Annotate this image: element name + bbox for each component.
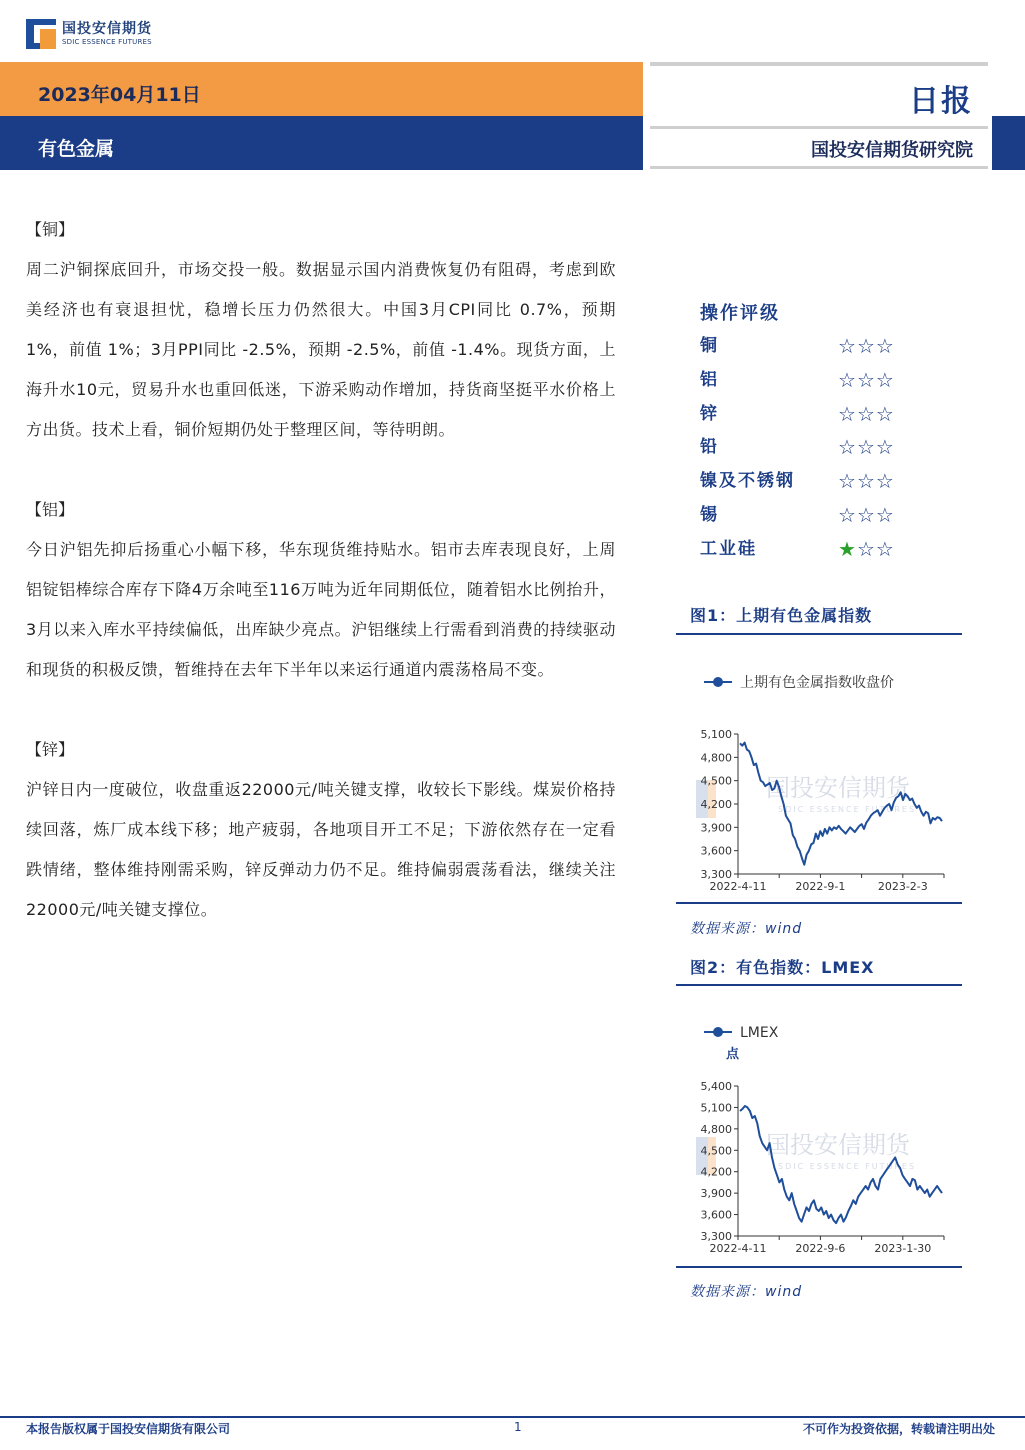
rating-row	[700, 330, 970, 364]
logo-mark-icon	[26, 19, 56, 49]
rating-stars	[838, 533, 895, 567]
watermark-text: 国投安信期货	[766, 1131, 910, 1159]
rating-title: 操作评级	[700, 303, 780, 324]
rating-name: 工业硅	[700, 538, 757, 559]
divider	[650, 126, 988, 129]
watermark-text: 国投安信期货	[766, 774, 910, 802]
rating-row	[700, 431, 970, 465]
rating-row	[700, 364, 970, 398]
star-outline-icon: ☆	[875, 401, 895, 426]
corner-band	[992, 116, 1025, 170]
rating-stars	[838, 465, 895, 499]
x-tick-label: 2022-9-1	[795, 880, 846, 893]
rating-name: 锌	[700, 403, 719, 424]
logo-en: SDIC ESSENCE FUTURES	[62, 38, 152, 46]
page-number: 1	[514, 1420, 522, 1434]
figure-1-title: 图1：上期有色金属指数	[690, 606, 873, 625]
star-outline-icon: ☆	[838, 435, 857, 460]
footer-divider	[0, 1416, 1025, 1418]
legend-label: LMEX	[740, 1025, 779, 1041]
star-outline-icon: ☆	[856, 536, 876, 561]
x-tick-label: 2022-4-11	[709, 880, 767, 893]
y-tick-label: 3,900	[700, 1187, 732, 1201]
y-tick-label: 4,500	[700, 1144, 732, 1158]
figure-1-source: 数据来源：wind	[690, 921, 803, 937]
rating-name: 铅	[700, 437, 719, 458]
rating-name: 铝	[700, 369, 719, 390]
chart-lmex	[676, 1012, 962, 1264]
commentary-column	[26, 210, 616, 970]
section-text-zinc: 沪锌日内一度破位，收盘重返22000元/吨关键支撑，收较长下影线。煤炭价格持续回落，炼厂成本线下移；地产疲弱，各地项目开工不足；下游依然存在一定看跌情绪，整体维持刚需采购，锌反弹动力仍不足。维持偏弱震荡看法，继续关注22000元/吨关键支撑位。	[26, 780, 616, 919]
rating-name: 镍及不锈钢	[700, 471, 795, 492]
y-tick-label: 3,900	[700, 821, 732, 835]
footer-disclaimer: 不可作为投资依据，转载请注明出处	[802, 1422, 995, 1436]
report-type: 日报	[909, 84, 973, 119]
watermark-text: SDIC ESSENCE FUTURES	[778, 1162, 917, 1171]
y-tick-label: 3,600	[700, 844, 732, 858]
section-title-copper: 【铜】	[26, 220, 75, 239]
y-tick-label: 3,600	[700, 1208, 732, 1222]
y-tick-label: 5,100	[700, 1101, 732, 1115]
star-outline-icon: ☆	[838, 502, 857, 527]
series-line	[740, 743, 942, 865]
y-tick-label: 4,500	[700, 774, 732, 788]
y-tick-label: 3,300	[700, 1230, 732, 1243]
divider	[676, 902, 962, 904]
y-tick-label: 4,200	[700, 798, 732, 811]
divider	[676, 1266, 962, 1268]
x-tick-label: 2023-2-3	[877, 880, 928, 893]
figure-2-title: 图2：有色指数：LMEX	[690, 958, 875, 977]
star-outline-icon: ☆	[856, 469, 876, 494]
logo-cn: 国投安信期货	[62, 21, 152, 37]
star-outline-icon: ☆	[875, 536, 895, 561]
star-outline-icon: ☆	[856, 435, 876, 460]
section-text-aluminum: 今日沪铝先抑后扬重心小幅下移，华东现货维持贴水。铝市去库表现良好，上周铝锭铝棒综合库存下降4万余吨至116万吨为近年同期低位，随着铝水比例抬升，3月以来入库水平持续偏低，出库缺少亮点。沪铝继续上行需看到消费的持续驱动和现货的积极反馈，暂维持在去年下半年以来运行通道内震荡格局不变。	[26, 540, 616, 679]
rating-row	[700, 465, 970, 499]
legend-label: 上期有色金属指数收盘价	[740, 675, 894, 691]
section-text-copper: 周二沪铜探底回升，市场交投一般。数据显示国内消费恢复仍有阻碍，考虑到欧美经济也有衰退担忧，稳增长压力仍然很大。中国3月CPI同比 0.7%，预期 1%，前值 1%；3月PPI同比 -2.5%，预期 -2.5%，前值 -1.4%。现货方面，上海升水10元，贸易升水也重回低迷，下游采购动作增加，持货商坚挺平水价格上方出货。技术上看，铜价短期仍处于整理区间，等待明朗。	[26, 260, 616, 439]
divider	[650, 62, 988, 66]
report-date: 2023年04月11日	[38, 84, 201, 106]
star-outline-icon: ☆	[838, 469, 857, 494]
star-outline-icon: ☆	[856, 502, 876, 527]
figure-2-source: 数据来源：wind	[690, 1284, 803, 1300]
x-tick-label: 2023-1-30	[874, 1242, 932, 1255]
y-tick-label: 4,200	[700, 1165, 732, 1179]
rating-stars	[838, 398, 895, 432]
y-tick-label: 4,800	[700, 751, 732, 765]
rating-row	[700, 499, 970, 533]
report-sector: 有色金属	[38, 138, 115, 160]
rating-row	[700, 398, 970, 432]
star-filled-icon: ★	[838, 536, 857, 561]
star-outline-icon: ☆	[856, 334, 876, 358]
y-axis-unit: 点	[726, 1047, 740, 1062]
star-outline-icon: ☆	[838, 334, 857, 358]
rating-stars	[838, 499, 895, 533]
y-tick-label: 5,100	[700, 728, 732, 741]
footer-copyright: 本报告版权属于国投安信期货有限公司	[26, 1422, 231, 1436]
star-outline-icon: ☆	[856, 401, 876, 426]
rating-name: 铜	[700, 336, 719, 356]
y-tick-label: 3,300	[700, 868, 732, 881]
star-outline-icon: ☆	[875, 435, 895, 460]
rating-stars	[838, 330, 895, 364]
y-tick-label: 4,800	[700, 1122, 732, 1136]
legend-marker	[713, 677, 723, 687]
x-tick-label: 2022-9-6	[795, 1242, 846, 1255]
star-outline-icon: ☆	[838, 401, 857, 426]
rating-panel	[700, 298, 970, 567]
divider	[650, 166, 988, 169]
section-title-aluminum: 【铝】	[26, 500, 75, 519]
rating-stars	[838, 431, 895, 465]
x-tick-label: 2022-4-11	[709, 1242, 767, 1255]
institute-name: 国投安信期货研究院	[811, 140, 973, 161]
rating-name: 锡	[700, 504, 719, 525]
star-outline-icon: ☆	[875, 502, 895, 527]
section-title-zinc: 【锌】	[26, 740, 75, 759]
divider	[676, 633, 962, 635]
star-outline-icon: ☆	[838, 367, 857, 392]
divider	[676, 984, 962, 986]
legend-marker	[713, 1027, 723, 1037]
rating-row	[700, 533, 970, 567]
y-tick-label: 5,400	[700, 1080, 732, 1093]
rating-stars	[838, 364, 895, 398]
star-outline-icon: ☆	[875, 367, 895, 392]
star-outline-icon: ☆	[875, 334, 895, 358]
star-outline-icon: ☆	[875, 469, 895, 494]
chart-shfe-nonferrous-index	[676, 660, 962, 900]
watermark-text: SDIC ESSENCE FUTURES	[778, 805, 917, 814]
company-logo	[26, 16, 152, 52]
star-outline-icon: ☆	[856, 367, 876, 392]
